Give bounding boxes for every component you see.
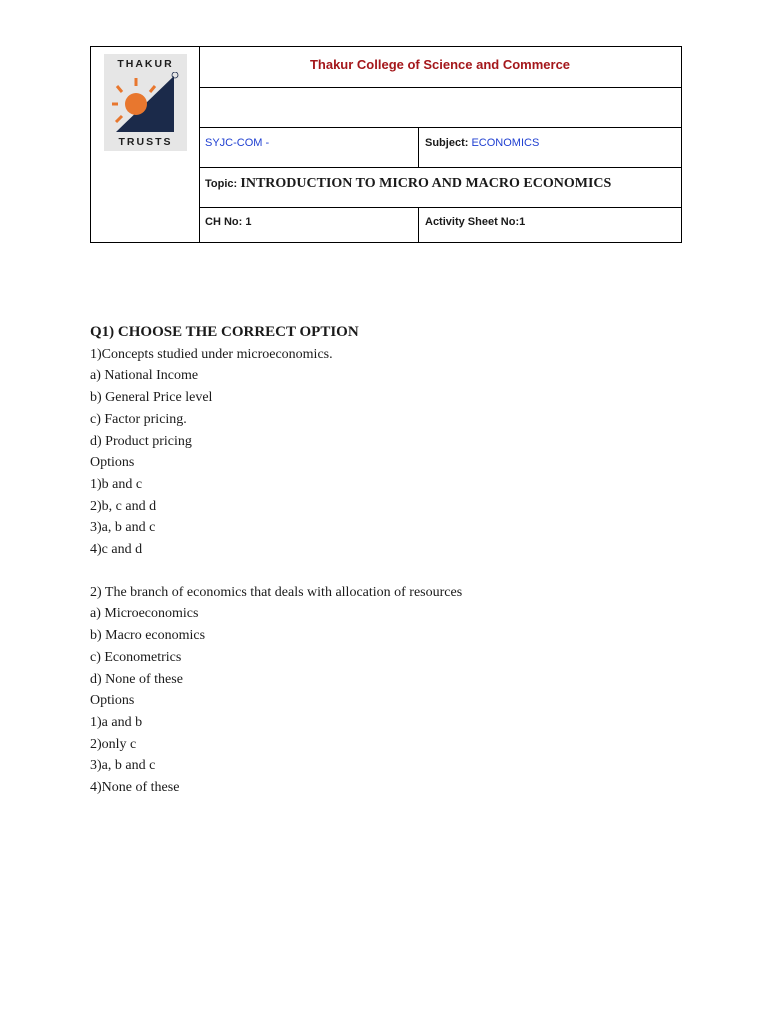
- college-row: [199, 47, 681, 88]
- option-item: 2)only c: [90, 736, 137, 752]
- college-name: Thakur College of Science and Commerce: [309, 57, 571, 72]
- logo-bottom-text: TRUSTS: [118, 136, 173, 148]
- cell-divider: [418, 208, 419, 242]
- question-prompt: 2) The branch of economics that deals with allocation of resources: [90, 584, 463, 600]
- subject-value: ECONOMICS: [471, 137, 540, 149]
- question-2: [90, 582, 690, 799]
- statement-item: d) Product pricing: [90, 433, 192, 449]
- question-1: [90, 344, 690, 561]
- statement-item: c) Factor pricing.: [90, 411, 187, 427]
- question-section: [90, 322, 690, 799]
- chapter-activity-row: [199, 208, 681, 242]
- subject-field: [425, 137, 539, 149]
- class-subject-row: [199, 128, 681, 168]
- spacer: [90, 561, 690, 582]
- topic-row: [199, 168, 681, 208]
- topic-field: [205, 176, 611, 192]
- options-label: Options: [90, 693, 135, 709]
- logo-cell: [91, 47, 200, 242]
- class-label: SYJC-COM -: [205, 137, 270, 149]
- statement-item: b) General Price level: [90, 390, 213, 406]
- statement-item: c) Econometrics: [90, 649, 182, 665]
- options-label: Options: [90, 455, 135, 471]
- section-heading: Q1) CHOOSE THE CORRECT OPTION: [90, 324, 359, 340]
- option-item: 4)c and d: [90, 542, 143, 558]
- statement-item: d) None of these: [90, 671, 183, 687]
- header-table: [90, 46, 682, 243]
- option-item: 1)a and b: [90, 714, 143, 730]
- blank-row: [199, 88, 681, 128]
- option-item: 1)b and c: [90, 476, 143, 492]
- chapter-number: CH No: 1: [205, 216, 252, 228]
- option-item: 3)a, b and c: [90, 520, 156, 536]
- cell-divider: [418, 128, 419, 167]
- activity-sheet-number: Activity Sheet No:1: [425, 216, 526, 228]
- option-item: 2)b, c and d: [90, 498, 157, 514]
- statement-item: b) Macro economics: [90, 628, 206, 644]
- topic-key: Topic:: [205, 178, 238, 190]
- statement-item: a) National Income: [90, 368, 199, 384]
- statement-item: a) Microeconomics: [90, 606, 199, 622]
- topic-value: INTRODUCTION TO MICRO AND MACRO ECONOMICS: [240, 176, 612, 191]
- question-prompt: 1)Concepts studied under microeconomics.: [90, 346, 333, 362]
- sun-logo-icon: [112, 72, 179, 134]
- option-item: 3)a, b and c: [90, 758, 156, 774]
- logo-top-text: THAKUR: [117, 58, 174, 70]
- subject-key: Subject:: [425, 137, 469, 149]
- thakur-trusts-logo: [104, 54, 187, 151]
- option-item: 4)None of these: [90, 780, 180, 796]
